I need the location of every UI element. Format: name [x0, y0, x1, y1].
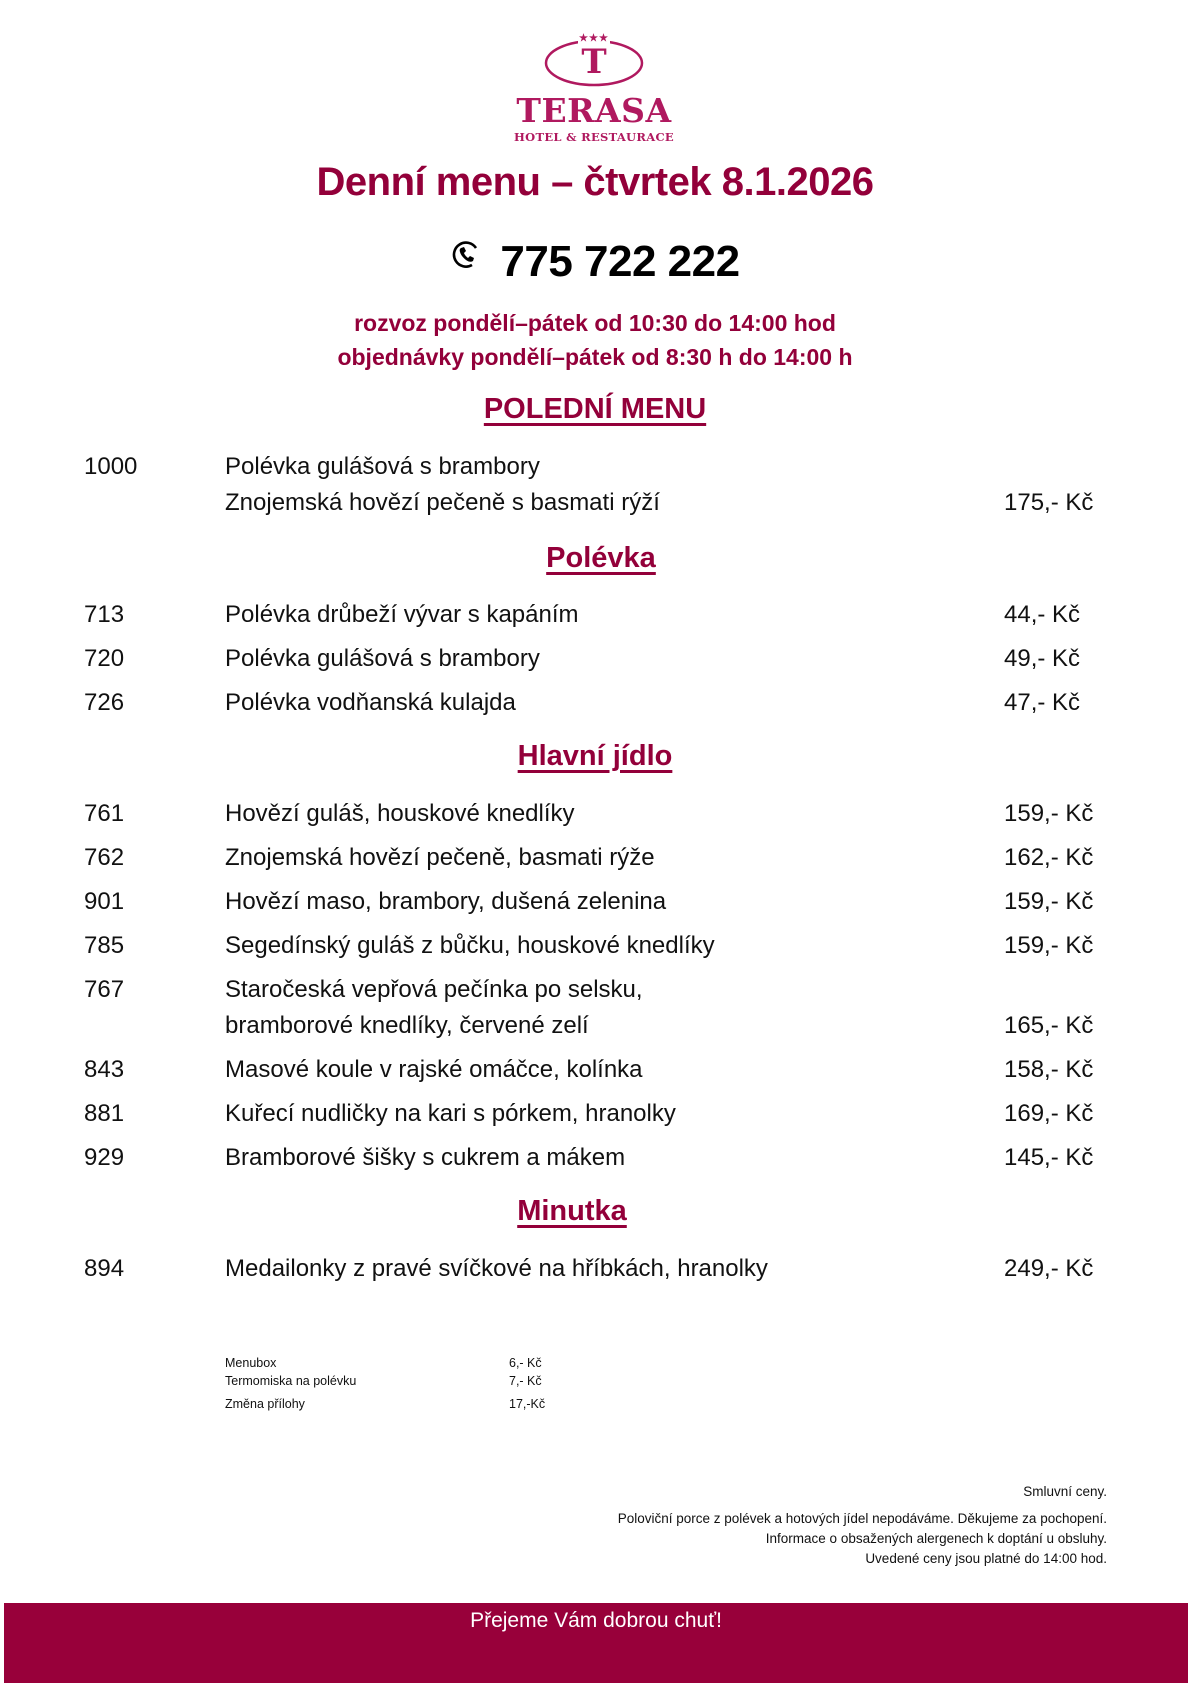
item-price: 159,- Kč	[1004, 888, 1094, 915]
extra-price: 7,- Kč	[509, 1374, 542, 1388]
item-code: 929	[84, 1144, 125, 1171]
item-code: 761	[84, 800, 125, 827]
item-code: 843	[84, 1056, 125, 1083]
item-name: Segedínský guláš z bůčku, houskové knedlíky	[225, 932, 715, 959]
logo-name: TERASA	[516, 91, 672, 130]
menu-item-continuation	[0, 1012, 1190, 1044]
note-contract-prices: Smluvní ceny.	[1023, 1484, 1107, 1499]
item-name: Polévka drůbeží vývar s kapáním	[225, 601, 579, 628]
phone-block	[0, 234, 1190, 290]
item-name: Kuřecí nudličky na kari s pórkem, hranolky	[225, 1100, 676, 1127]
item-name: Staročeská vepřová pečínka po selsku,	[225, 976, 643, 1003]
item-code: 894	[84, 1255, 125, 1282]
section-title-minutka: Minutka	[517, 1195, 627, 1227]
menu-item	[0, 976, 1190, 1008]
item-code: 726	[84, 689, 125, 716]
extra-price: 17,-Kč	[509, 1397, 546, 1411]
menu-item	[0, 844, 1190, 876]
extra-price: 6,- Kč	[509, 1356, 542, 1370]
extra-item	[0, 1374, 1190, 1390]
menu-item	[0, 800, 1190, 832]
item-name: Znojemská hovězí pečeně, basmati rýže	[225, 844, 655, 871]
item-code: 713	[84, 601, 125, 628]
item-name: Hovězí guláš, houskové knedlíky	[225, 800, 575, 827]
item-name: Medailonky z pravé svíčkové na hříbkách, hranolky	[225, 1255, 768, 1282]
item-name: Hovězí maso, brambory, dušená zelenina	[225, 888, 667, 915]
extra-name: Termomiska na polévku	[225, 1374, 357, 1388]
note-half-portions: Poloviční porce z polévek a hotových jídel nepodáváme. Děkujeme za pochopení.	[617, 1511, 1107, 1526]
item-code: 762	[84, 844, 125, 871]
menu-item	[0, 1056, 1190, 1088]
footer-band	[4, 1603, 1188, 1683]
item-price: 47,- Kč	[1004, 689, 1081, 716]
footer-greeting: Přejeme Vám dobrou chuť!	[470, 1609, 722, 1632]
item-code: 720	[84, 645, 125, 672]
section-title-soups: Polévka	[546, 542, 656, 574]
item-price: 44,- Kč	[1004, 601, 1081, 628]
item-price: 159,- Kč	[1004, 800, 1094, 827]
item-name: Polévka gulášová s brambory	[225, 453, 540, 480]
item-name: Masové koule v rajské omáčce, kolínka	[225, 1056, 643, 1083]
extra-item	[0, 1397, 1190, 1413]
menu-item	[0, 932, 1190, 964]
order-hours: objednávky pondělí–pátek od 8:30 h do 14:00 h	[337, 344, 853, 370]
item-code: 767	[84, 976, 125, 1003]
extra-name: Změna přílohy	[225, 1397, 305, 1411]
logo-stars: ★★★	[579, 33, 609, 44]
item-price: 158,- Kč	[1004, 1056, 1094, 1083]
item-name: Polévka gulášová s brambory	[225, 645, 540, 672]
menu-item	[0, 1100, 1190, 1132]
menu-item-continuation	[0, 489, 1190, 521]
item-name: Polévka vodňanská kulajda	[225, 689, 516, 716]
item-price: 175,- Kč	[1004, 489, 1094, 516]
note-allergens: Informace o obsažených alergenech k doptání u obsluhy.	[765, 1531, 1107, 1546]
logo-letter: T	[581, 42, 607, 82]
note-price-validity: Uvedené ceny jsou platné do 14:00 hod.	[865, 1551, 1107, 1566]
phone-icon	[450, 239, 482, 271]
item-code: 785	[84, 932, 125, 959]
menu-item	[0, 453, 1190, 485]
page-title: Denní menu – čtvrtek 8.1.2026	[316, 160, 874, 204]
item-name: Bramborové šišky s cukrem a mákem	[225, 1144, 626, 1171]
item-price: 145,- Kč	[1004, 1144, 1094, 1171]
extra-item	[0, 1356, 1190, 1372]
extra-name: Menubox	[225, 1356, 277, 1370]
item-code: 901	[84, 888, 125, 915]
item-price: 165,- Kč	[1004, 1012, 1094, 1039]
item-code: 1000	[84, 453, 138, 480]
delivery-hours: rozvoz pondělí–pátek od 10:30 do 14:00 hod	[354, 310, 836, 336]
item-price: 249,- Kč	[1004, 1255, 1094, 1282]
logo-subtitle: HOTEL & RESTAURACE	[514, 130, 674, 144]
section-title-lunch-menu: POLEDNÍ MENU	[483, 393, 707, 425]
item-name-line2: bramborové knedlíky, červené zelí	[225, 1012, 589, 1039]
item-price: 159,- Kč	[1004, 932, 1094, 959]
section-title-mains: Hlavní jídlo	[517, 740, 673, 772]
item-price: 162,- Kč	[1004, 844, 1094, 871]
menu-item	[0, 1144, 1190, 1176]
terasa-logo	[496, 34, 692, 146]
menu-item	[0, 601, 1190, 633]
item-code: 881	[84, 1100, 125, 1127]
menu-item	[0, 1255, 1190, 1287]
menu-item	[0, 888, 1190, 920]
menu-item	[0, 645, 1190, 677]
item-price: 169,- Kč	[1004, 1100, 1094, 1127]
item-price: 49,- Kč	[1004, 645, 1081, 672]
phone-number[interactable]: 775 722 222	[500, 237, 740, 286]
item-name-line2: Znojemská hovězí pečeně s basmati rýží	[225, 489, 660, 516]
menu-item	[0, 689, 1190, 721]
